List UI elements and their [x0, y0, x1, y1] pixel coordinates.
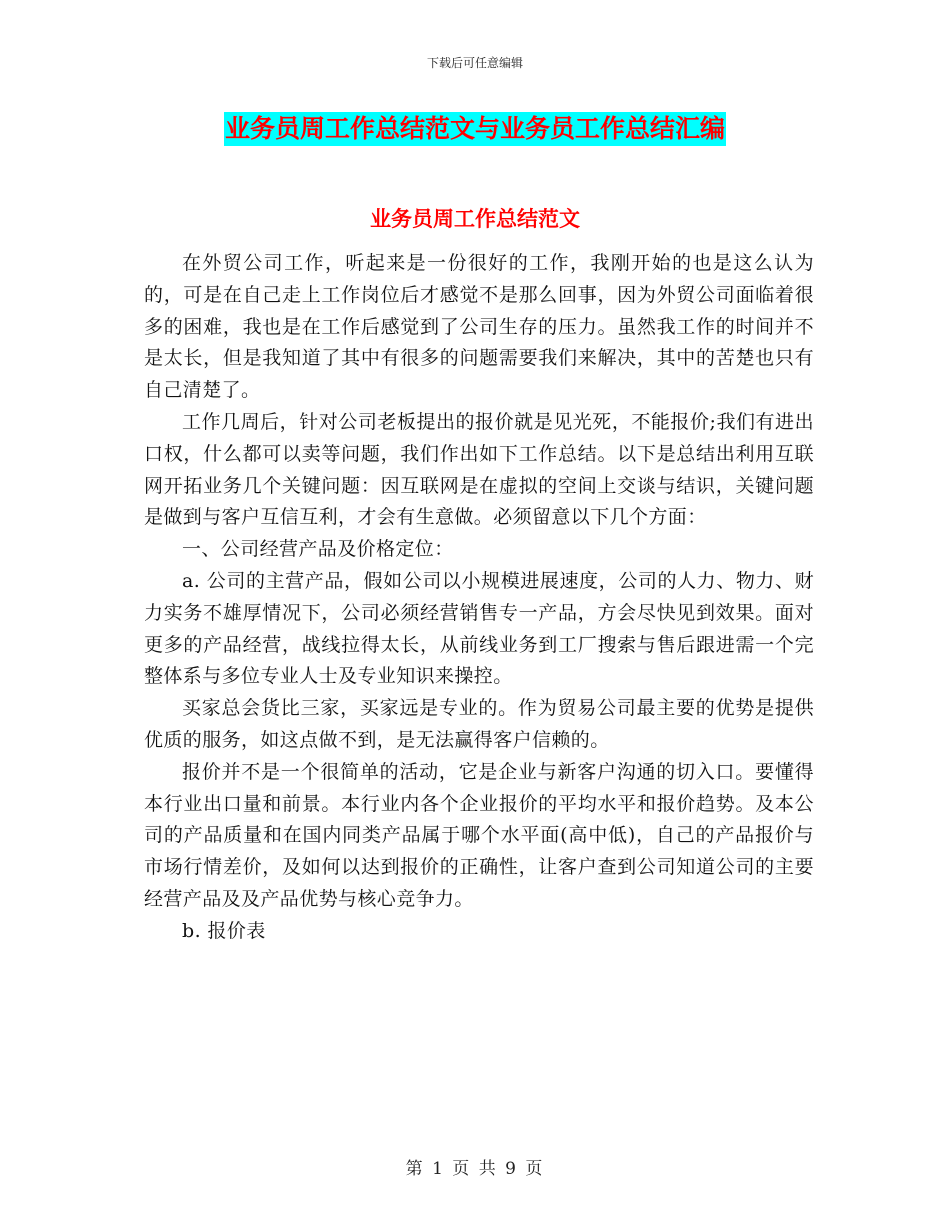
- subsection-heading-b: b. 报价表: [182, 919, 266, 942]
- page-number-footer: 第 1 页 共 9 页: [405, 1159, 545, 1179]
- document-subtitle: 业务员周工作总结范文: [370, 207, 580, 231]
- body-paragraph-5: 报价并不是一个很简单的活动，它是企业与新客户沟通的切入口。要懂得本行业出口量和前景。本行业内各个企业报价的平均水平和报价趋势。及本公司的产品质量和在国内同类产品属于哪个水平面(高中低)，自己的产品报价与市场行情差价，及如何以达到报价的正确性，让客户查到公司知道公司的主要经营产品及及产品优势与核心竞争力。: [144, 760, 814, 910]
- main-title-container: [0, 112, 950, 146]
- body-paragraph-3: a. 公司的主营产品，假如公司以小规模进展速度，公司的人力、物力、财力实务不雄厚情况下，公司必须经营销售专一产品，方会尽快见到效果。面对更多的产品经营，战线拉得太长，从前线业务到工厂搜索与售后跟进需一个完整体系与多位专业人士及专业知识来操控。: [144, 569, 814, 688]
- page-header-note: 下载后可任意编辑: [426, 56, 523, 70]
- document-body: [144, 248, 814, 948]
- section-heading-1: 一、公司经营产品及价格定位：: [182, 538, 454, 561]
- document-main-title: 业务员周工作总结范文与业务员工作总结汇编: [224, 112, 726, 146]
- body-paragraph-2: 工作几周后，针对公司老板提出的报价就是见光死，不能报价;我们有进出口权，什么都可以卖等问题，我们作出如下工作总结。以下是总结出利用互联网开拓业务几个关键问题：因互联网是在虚拟的空间上交谈与结识，关键问题是做到与客户互信互利，才会有生意做。必须留意以下几个方面：: [144, 410, 814, 529]
- body-paragraph-4: 买家总会货比三家，买家远是专业的。作为贸易公司最主要的优势是提供优质的服务，如这点做不到，是无法赢得客户信赖的。: [144, 697, 814, 751]
- body-paragraph-1: 在外贸公司工作，听起来是一份很好的工作，我刚开始的也是这么认为的，可是在自己走上工作岗位后才感觉不是那么回事，因为外贸公司面临着很多的困难，我也是在工作后感觉到了公司生存的压力。虽然我工作的时间并不是太长，但是我知道了其中有很多的问题需要我们来解决，其中的苦楚也只有自己清楚了。: [144, 252, 814, 402]
